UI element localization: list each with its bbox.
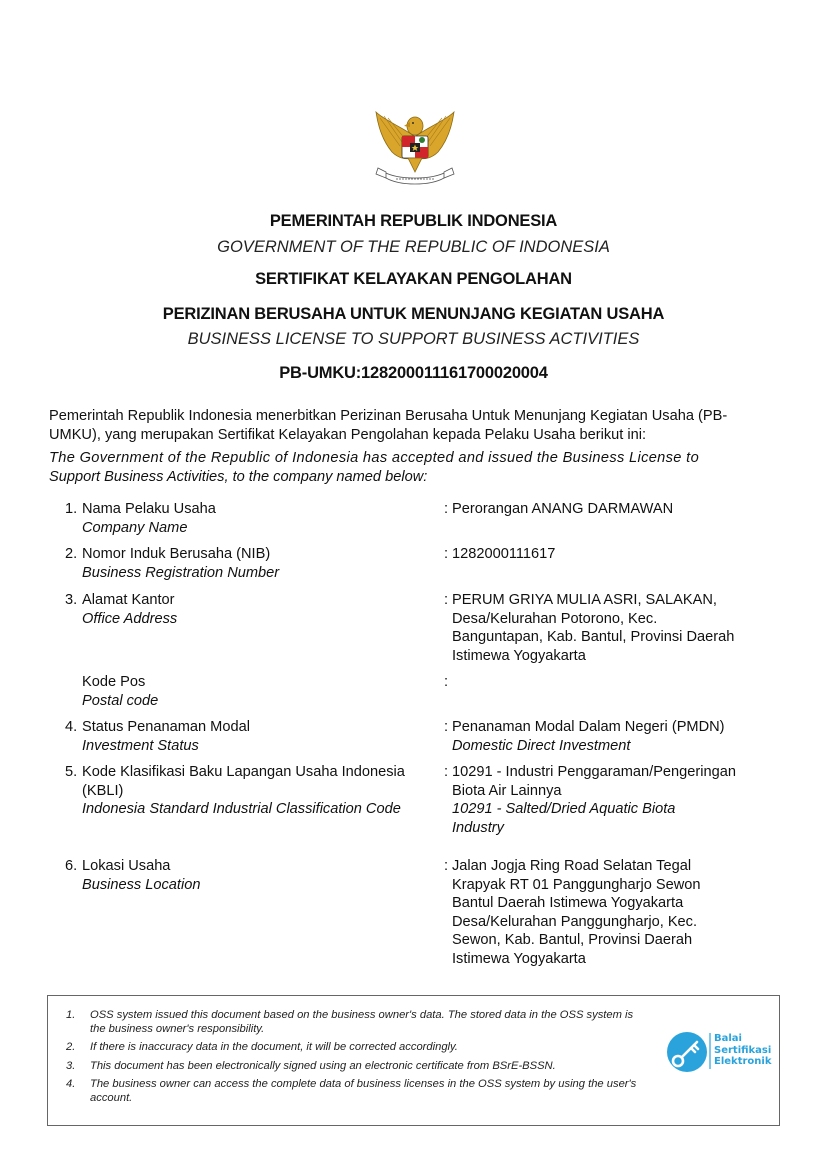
disclaimer-number: 2. bbox=[66, 1041, 76, 1054]
field-colon: : bbox=[444, 592, 449, 608]
field-label-en: Postal code bbox=[82, 692, 159, 709]
field-value: Penanaman Modal Dalam Negeri (PMDN) bbox=[452, 719, 725, 735]
field-value-en-line: 10291 - Salted/Dried Aquatic Biota bbox=[452, 801, 676, 817]
disclaimer-text: OSS system issued this document based on the business owner's data. The stored data in the OSS system is the business owner's responsibility. bbox=[90, 1009, 634, 1036]
field-label-en: Business Location bbox=[82, 876, 201, 893]
field-value-line: Banguntapan, Kab. Bantul, Provinsi Daerah bbox=[452, 629, 735, 645]
field-value-en: Domestic Direct Investment bbox=[452, 737, 631, 754]
intro-id-line-2: UMKU), yang merupakan Sertifikat Kelayakan Pengolahan kepada Pelaku Usaha berikut ini: bbox=[49, 426, 647, 443]
field-label-en: Business Registration Number bbox=[82, 564, 280, 581]
logo-line-3: Elektronik bbox=[714, 1056, 772, 1067]
field-value-line: Krapyak RT 01 Panggungharjo Sewon bbox=[452, 876, 701, 893]
gov-title: PEMERINTAH REPUBLIK INDONESIA bbox=[269, 212, 558, 230]
license-number: PB-UMKU:128200011161700020004 bbox=[279, 364, 548, 382]
field-label: Nomor Induk Berusaha (NIB) bbox=[82, 546, 271, 562]
intro-en-line-1: The Government of the Republic of Indonesia has accepted and issued the Business License to bbox=[49, 450, 700, 466]
field-value-line: 10291 - Industri Penggaraman/Pengeringan bbox=[452, 764, 736, 780]
disclaimer-box bbox=[47, 995, 780, 1126]
field-number: 6. bbox=[65, 858, 78, 874]
disclaimer-number: 3. bbox=[66, 1059, 76, 1072]
field-label: Status Penanaman Modal bbox=[82, 719, 250, 735]
intro-english bbox=[49, 449, 779, 486]
intro-id-line-1: Pemerintah Republik Indonesia menerbitkan Perizinan Berusaha Untuk Menunjang Kegiatan Usaha (PB- bbox=[49, 408, 728, 424]
disclaimer-item bbox=[66, 1059, 646, 1073]
field-value-line: Biota Air Lainnya bbox=[452, 782, 562, 799]
garuda-pancasila-icon bbox=[370, 106, 460, 194]
disclaimer-item bbox=[66, 1008, 646, 1036]
disclaimer-text: This document has been electronically signed using an electronic certificate from BSrE-BSSN. bbox=[90, 1059, 556, 1072]
field-colon: : bbox=[444, 501, 449, 517]
field-label: Lokasi Usaha bbox=[82, 858, 171, 874]
bse-logo bbox=[666, 1029, 776, 1079]
field-value-en-line: Industry bbox=[452, 819, 504, 836]
field-label-en: Indonesia Standard Industrial Classification Code bbox=[82, 801, 401, 817]
license-title-en: BUSINESS LICENSE TO SUPPORT BUSINESS ACTIVITIES bbox=[187, 330, 640, 348]
field-value-line: Bantul Daerah Istimewa Yogyakarta bbox=[452, 895, 684, 911]
field-label: Alamat Kantor bbox=[82, 592, 175, 608]
field-colon: : bbox=[444, 674, 449, 690]
field-value: Perorangan ANANG DARMAWAN bbox=[452, 501, 674, 517]
field-label-en: Company Name bbox=[82, 519, 188, 536]
field-value-line: Jalan Jogja Ring Road Selatan Tegal bbox=[452, 858, 692, 874]
license-title: PERIZINAN BERUSAHA UNTUK MENUNJANG KEGIATAN USAHA bbox=[162, 305, 665, 323]
logo-line-2: Sertifikasi bbox=[714, 1044, 772, 1056]
logo-divider bbox=[709, 1033, 711, 1069]
field-number: 4. bbox=[65, 719, 78, 735]
disclaimer-item bbox=[66, 1077, 646, 1105]
disclaimer-list bbox=[66, 1008, 646, 1109]
field-value-line: PERUM GRIYA MULIA ASRI, SALAKAN, bbox=[452, 592, 717, 608]
field-number: 2. bbox=[65, 546, 78, 562]
field-value: 1282000111617 bbox=[452, 546, 556, 562]
field-label-line-2: (KBLI) bbox=[82, 782, 124, 799]
field-number: 1. bbox=[65, 501, 78, 517]
cert-title: SERTIFIKAT KELAYAKAN PENGOLAHAN bbox=[255, 270, 572, 288]
field-colon: : bbox=[444, 764, 449, 780]
field-label: Kode Klasifikasi Baku Lapangan Usaha Indonesia bbox=[82, 764, 405, 780]
field-number: 3. bbox=[65, 592, 78, 608]
disclaimer-number: 1. bbox=[66, 1009, 76, 1021]
field-label: Kode Pos bbox=[82, 674, 146, 690]
bse-logo-text bbox=[714, 1033, 771, 1068]
field-value-line: Desa/Kelurahan Potorono, Kec. bbox=[452, 610, 658, 627]
disclaimer-item bbox=[66, 1040, 646, 1054]
intro-en-line-2: Support Business Activities, to the company named below: bbox=[49, 468, 428, 485]
field-label: Nama Pelaku Usaha bbox=[82, 501, 216, 517]
field-colon: : bbox=[444, 546, 449, 562]
field-value-line: Istimewa Yogyakarta bbox=[452, 647, 586, 664]
field-value-line: Istimewa Yogyakarta bbox=[452, 950, 586, 967]
gov-title-en: GOVERNMENT OF THE REPUBLIC OF INDONESIA bbox=[217, 238, 610, 256]
field-number: 5. bbox=[65, 764, 78, 780]
garuda-emblem bbox=[370, 106, 460, 194]
field-colon: : bbox=[444, 719, 449, 735]
field-label-en: Office Address bbox=[82, 610, 178, 627]
intro-indonesian bbox=[49, 407, 779, 444]
logo-line-1: Balai bbox=[714, 1033, 742, 1044]
field-value-line: Sewon, Kab. Bantul, Provinsi Daerah bbox=[452, 932, 693, 948]
disclaimer-text: The business owner can access the complete data of business licenses in the OSS system by using the user's account. bbox=[90, 1077, 637, 1105]
field-colon: : bbox=[444, 858, 449, 874]
field-label-en: Investment Status bbox=[82, 737, 199, 754]
key-seal-icon bbox=[666, 1031, 708, 1073]
disclaimer-text: If there is inaccuracy data in the document, it will be corrected accordingly. bbox=[90, 1041, 458, 1054]
field-value-line: Desa/Kelurahan Panggungharjo, Kec. bbox=[452, 913, 698, 930]
disclaimer-number: 4. bbox=[66, 1077, 76, 1090]
